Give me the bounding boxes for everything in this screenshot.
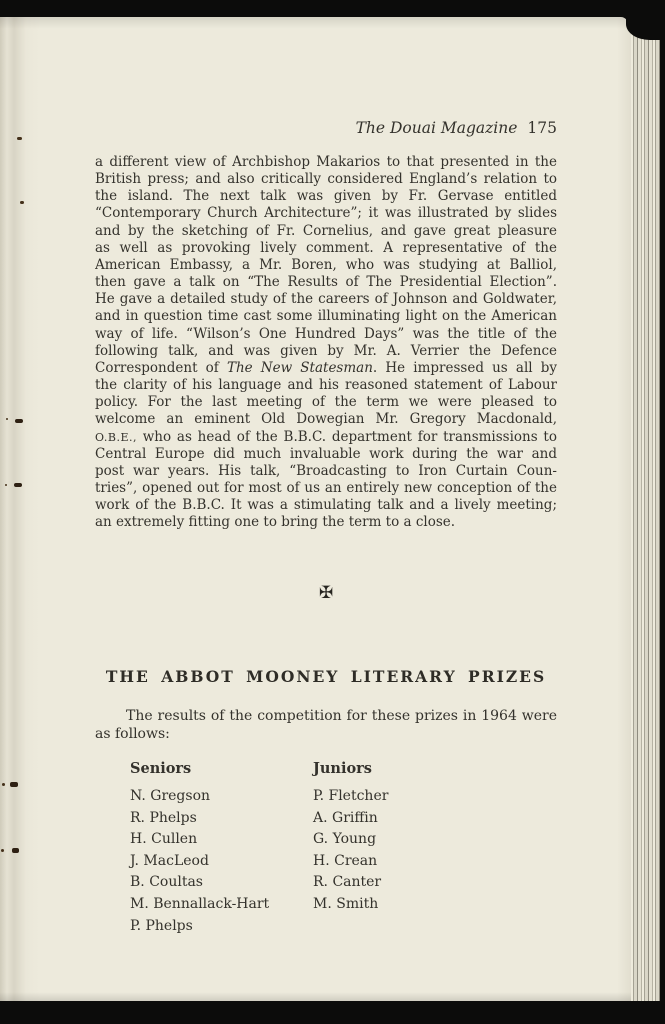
text-line: The results of the competition for these prizes in 1964 were xyxy=(126,708,557,724)
text-line: the island. The next talk was given by Fr. Gervase entitled xyxy=(95,188,557,205)
text-line: O.B.E., who as head of the B.B.C. department for transmissions to xyxy=(95,428,557,445)
list-item: N. Gregson xyxy=(130,788,211,804)
text-line: and in question time cast some illuminating light on the American xyxy=(95,308,557,325)
section-heading: THE ABBOT MOONEY LITERARY PRIZES xyxy=(105,667,547,686)
list-item: R. Canter xyxy=(313,874,382,891)
list-item: P. Fletcher xyxy=(313,788,389,804)
stitch-mark xyxy=(20,201,24,204)
list-item: H. Cullen xyxy=(130,831,198,848)
stitch-mark xyxy=(17,137,22,140)
juniors-column xyxy=(313,760,493,916)
stitch-mark xyxy=(5,484,7,486)
page-surface xyxy=(0,17,631,1001)
list-item: B. Coultas xyxy=(130,874,203,891)
stitch-mark xyxy=(10,782,18,787)
text-line: the clarity of his language and his reasoned statement of Labour xyxy=(95,377,557,394)
seniors-column xyxy=(130,760,310,937)
text-line: a different view of Archbishop Makarios to that presented in the xyxy=(95,154,557,170)
stitch-mark xyxy=(12,848,19,853)
juniors-header: Juniors xyxy=(313,760,372,777)
page-header xyxy=(95,119,557,137)
seniors-names xyxy=(130,786,310,937)
list-item: M. Smith xyxy=(313,895,379,912)
maltese-cross-icon: ✠ xyxy=(318,583,334,603)
text-line: “Contemporary Church Architecture”; it was illustrated by slides xyxy=(95,205,557,222)
list-item: H. Crean xyxy=(313,852,378,869)
intro-paragraph xyxy=(95,708,557,743)
text-line: tries”, opened out for most of us an entirely new conception of the xyxy=(95,479,557,496)
text-line: and by the sketching of Fr. Cornelius, and gave great pleasure xyxy=(95,222,557,239)
text-line: Central Europe did much invaluable work during the war and xyxy=(95,445,557,462)
text-line: as follows: xyxy=(95,725,170,742)
text-line: an extremely fitting one to bring the term to a close. xyxy=(95,514,456,531)
magazine-title: The Douai Magazine xyxy=(355,119,518,137)
stitch-mark xyxy=(6,418,8,420)
text-line: work of the B.B.C. It was a stimulating talk and a lively meeting; xyxy=(95,497,557,514)
stitch-mark xyxy=(1,849,4,852)
stitch-mark xyxy=(15,419,23,423)
page-number: 175 xyxy=(527,119,557,137)
text-line: way of life. “Wilson’s One Hundred Days” was the title of the xyxy=(95,325,557,342)
list-item: R. Phelps xyxy=(130,809,197,826)
stitch-mark xyxy=(2,783,5,786)
list-item: J. MacLeod xyxy=(130,852,209,869)
text-line: American Embassy, a Mr. Boren, who was studying at Balliol, xyxy=(95,256,557,273)
stitch-mark xyxy=(14,483,22,487)
text-line: British press; and also critically considered England’s relation to xyxy=(95,171,557,188)
list-item: M. Bennallack-Hart xyxy=(130,895,270,912)
text-line: following talk, and was given by Mr. A. Verrier the Defence xyxy=(95,342,557,359)
text-line: post war years. His talk, “Broadcasting to Iron Curtain Coun- xyxy=(95,462,557,479)
text-line: He gave a detailed study of the careers of Johnson and Goldwater, xyxy=(95,291,557,308)
text-line: Correspondent of The New Statesman. He impressed us all by xyxy=(95,359,557,376)
text-line: welcome an eminent Old Dowegian Mr. Gregory Macdonald, xyxy=(95,411,557,428)
article-paragraph xyxy=(95,154,557,531)
text-line: policy. For the last meeting of the term we were pleased to xyxy=(95,394,557,411)
list-item: A. Griffin xyxy=(313,809,378,826)
book-page-edges xyxy=(631,30,660,1001)
seniors-header: Seniors xyxy=(130,760,192,777)
list-item: G. Young xyxy=(313,831,377,848)
text-line: as well as provoking lively comment. A representative of the xyxy=(95,239,557,256)
list-item: P. Phelps xyxy=(130,917,193,934)
text-line: then gave a talk on “The Results of The Presidential Election”. xyxy=(95,274,557,291)
juniors-names xyxy=(313,786,493,916)
